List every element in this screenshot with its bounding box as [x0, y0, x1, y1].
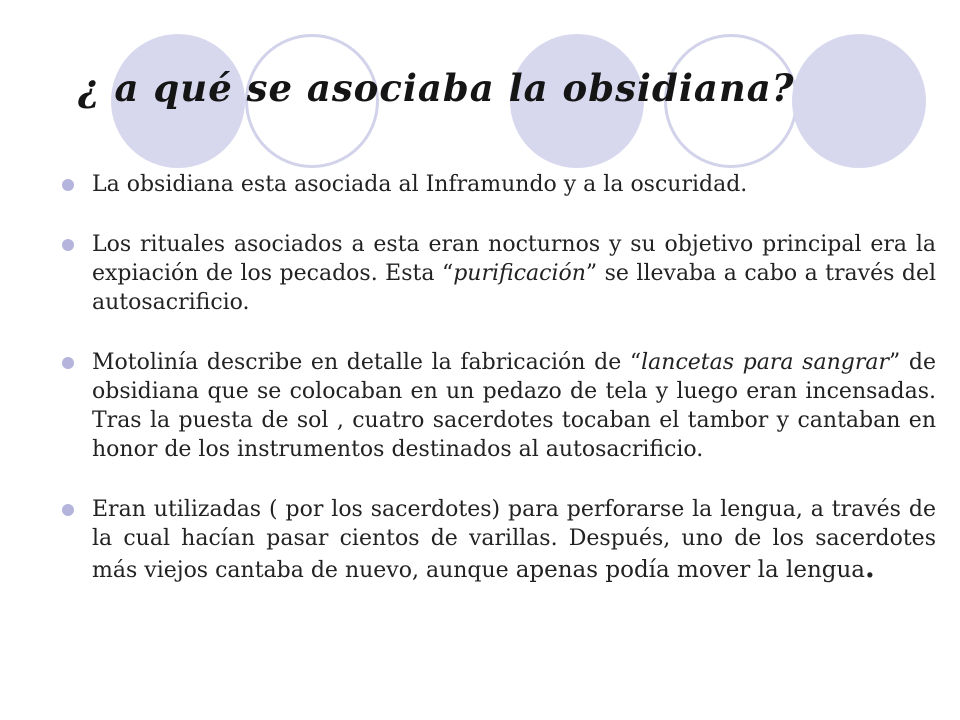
bullet-icon [62, 239, 74, 251]
bullet-text-last-line: apenas podía mover la lengua [515, 557, 866, 583]
bullet-text: Motolinía describe en detalle la fabricación de “ [92, 350, 642, 375]
bullet-end-mark: . [865, 551, 875, 584]
emphasized-term: lancetas para sangrar [641, 350, 889, 375]
bullet-text: Eran utilizadas ( por los sacerdotes) para perforarse la lengua, a través de la cual hacían pasar cientos de varillas. Después, uno de los sacerdotes más viejos cantaba de nuevo, aunque [92, 497, 936, 583]
bullet-item-1 [62, 170, 936, 199]
bullet-item-2 [62, 230, 936, 317]
bullet-icon [62, 357, 74, 369]
bullet-text-continued: ” de obsidiana que se colocaban en un pedazo de tela y luego eran incensadas. Tras la puesta de sol , cuatro sacerdotes tocaban el tambor y cantaban en honor de los instrumentos destinados al autosacrificio. [92, 350, 936, 462]
bullet-list [62, 170, 936, 585]
bullet-text: La obsidiana esta asociada al Inframundo y a la oscuridad. [92, 172, 748, 197]
bullet-text-continued: ” se llevaba a cabo a través del autosacrificio. [92, 261, 936, 315]
bullet-item-3 [62, 348, 936, 464]
decorative-circle-3 [792, 34, 926, 168]
bullet-item-4 [62, 495, 936, 585]
bullet-icon [62, 179, 74, 191]
emphasized-term: purificación [453, 261, 586, 286]
bullet-text: Los rituales asociados a esta eran nocturnos y su objetivo principal era la expiación de los pecados. Esta “ [92, 232, 936, 286]
slide-title: ¿ a qué se asociaba la obsidiana? [78, 66, 795, 110]
bullet-icon [62, 504, 74, 516]
